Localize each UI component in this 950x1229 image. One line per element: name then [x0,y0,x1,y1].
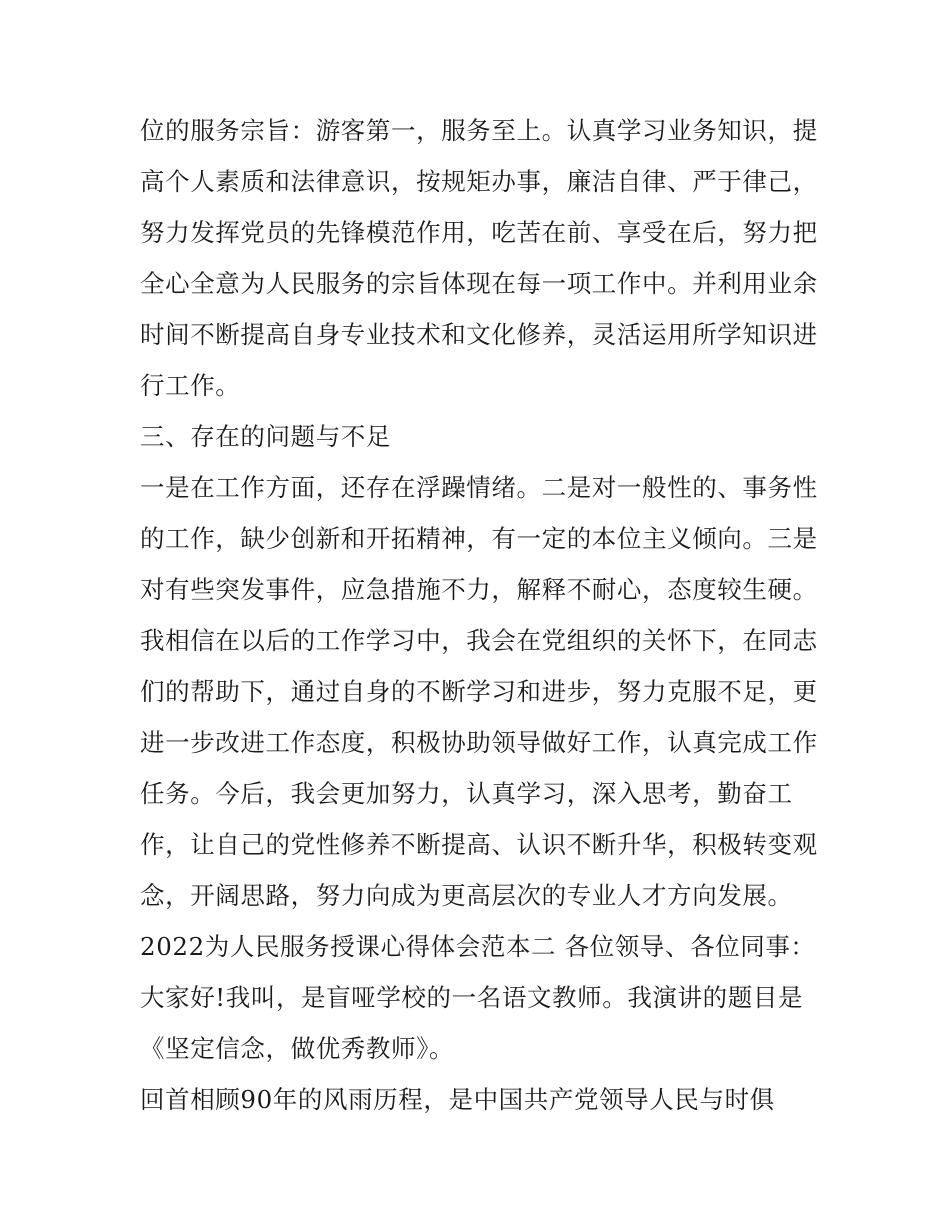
text-line: 努力发挥党员的先锋模范作用，吃苦在前、享受在后，努力把 [140,218,818,247]
text-line: 行工作。 [140,371,241,400]
text-line: 位的服务宗旨：游客第一，服务至上。认真学习业务知识，提 [140,116,818,145]
section-heading: 三、存在的问题与不足 [140,422,391,451]
document-body [140,105,830,1125]
text-line: 《坚定信念，做优秀教师》。 [140,1034,455,1063]
text-line: 大家好!我叫，是盲哑学校的一名语文教师。我演讲的题目是 [140,983,804,1012]
text-line: 高个人素质和法律意识，按规矩办事，廉洁自律、严于律己， [140,167,818,196]
text-line: 对有些突发事件，应急措施不力，解释不耐心，态度较生硬。 [140,575,818,604]
text-line: 一是在工作方面，还存在浮躁情绪。二是对一般性的、事务性 [140,473,818,502]
text-line: 的工作，缺少创新和开拓精神，有一定的本位主义倾向。三是 [140,524,818,553]
text-line: 全心全意为人民服务的宗旨体现在每一项工作中。并利用业余 [140,269,818,298]
text-line: 进一步改进工作态度，积极协助领导做好工作，认真完成工作 [140,728,818,757]
text-line: 2022为人民服务授课心得体会范本二 各位领导、各位同事： [140,932,816,961]
text-line: 我相信在以后的工作学习中，我会在党组织的关怀下，在同志 [140,626,818,655]
text-line: 回首相顾90年的风雨历程，是中国共产党领导人民与时俱 [140,1085,775,1114]
text-line: 作，让自己的党性修养不断提高、认识不断升华，积极转变观 [140,830,818,859]
text-line: 时间不断提高自身专业技术和文化修养，灵活运用所学知识进 [140,320,818,349]
text-line: 任务。今后，我会更加努力，认真学习，深入思考，勤奋工 [140,779,793,808]
text-line: 们的帮助下，通过自身的不断学习和进步，努力克服不足，更 [140,677,818,706]
text-line: 念，开阔思路，努力向成为更高层次的专业人才方向发展。 [140,881,793,910]
